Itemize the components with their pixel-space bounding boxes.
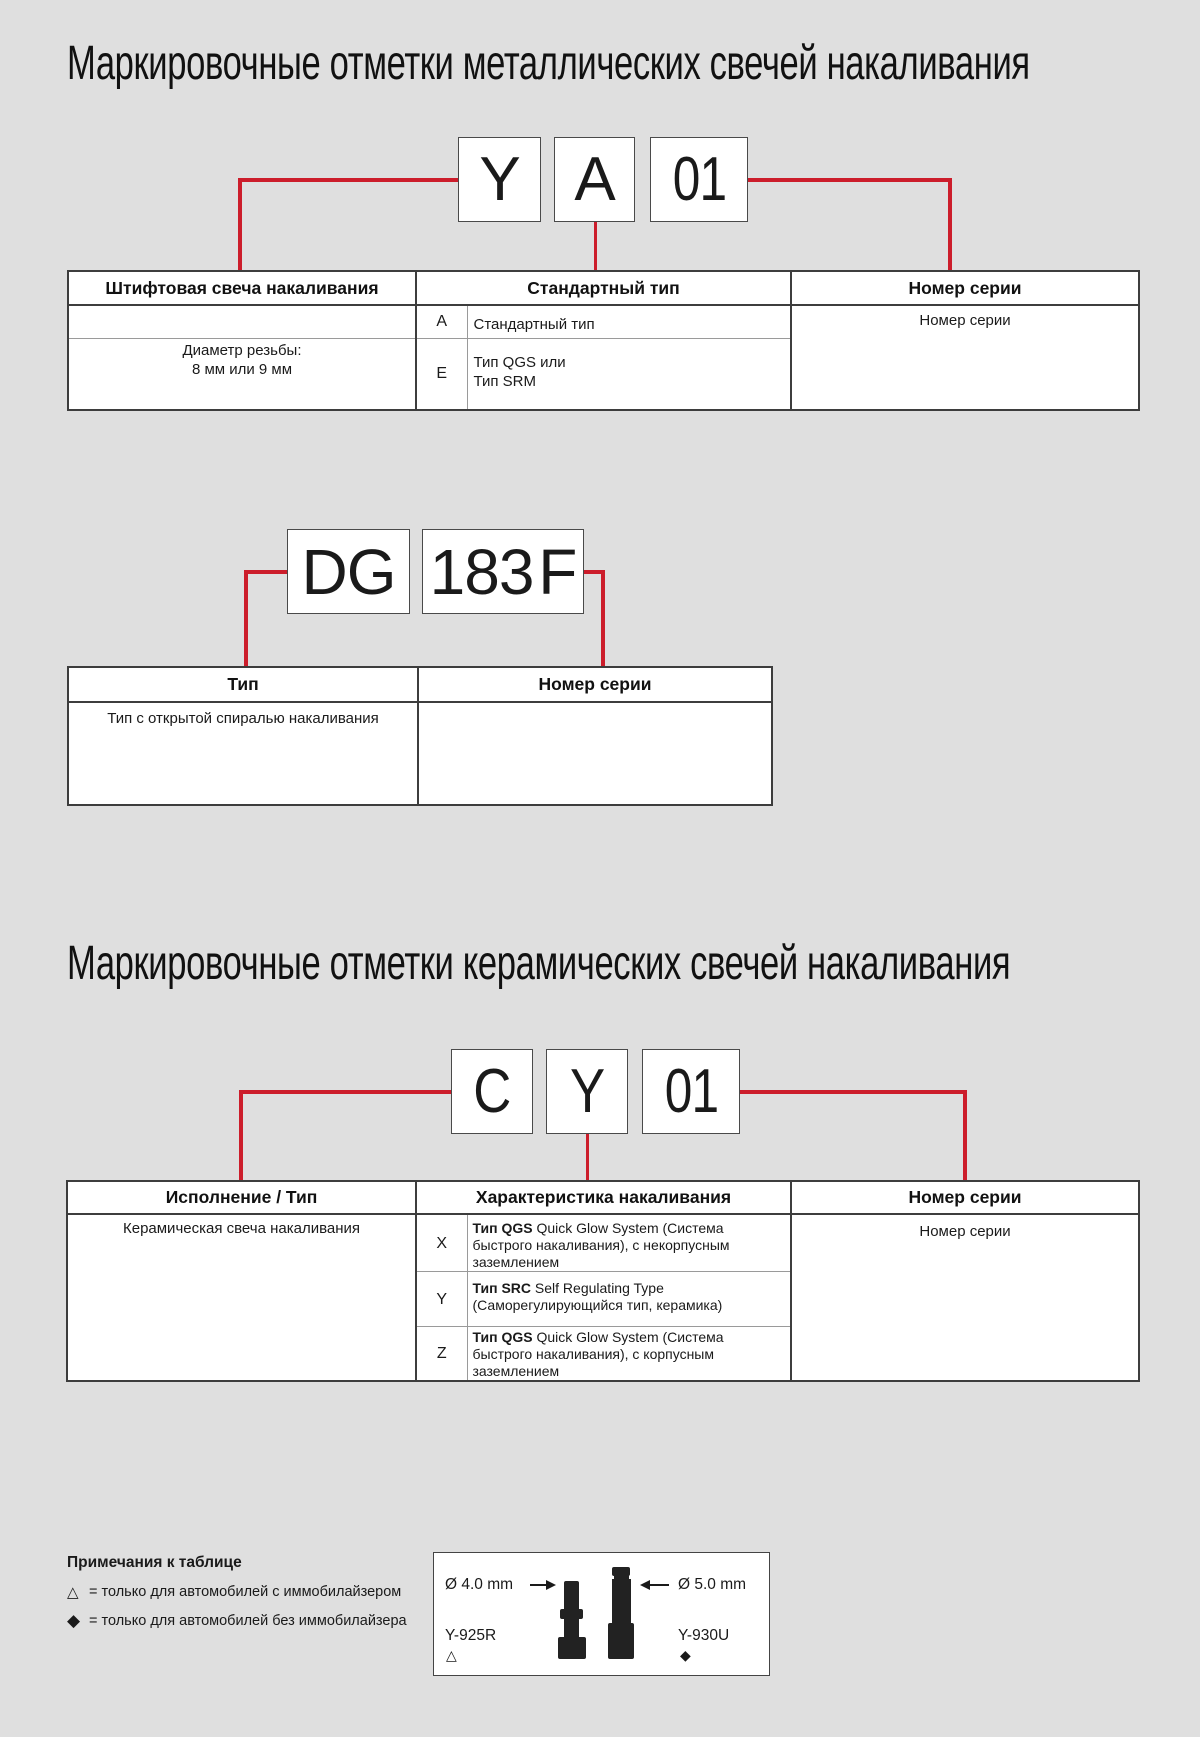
glow-plug-pins-illustration xyxy=(434,1553,771,1677)
table-cell-letter: X xyxy=(416,1214,467,1272)
notes-title: Примечания к таблице xyxy=(67,1554,242,1571)
table-cell-letter: Y xyxy=(416,1272,467,1327)
connector-line xyxy=(594,222,597,271)
left-model-label: Y-925R xyxy=(445,1627,497,1644)
metal-section-title: Маркировочные отметки металлических свечей накаливания xyxy=(67,37,1030,90)
table-cell-diameter xyxy=(68,338,416,410)
metal-spec-table xyxy=(67,270,1140,411)
code-part-text: 183 F xyxy=(429,535,577,608)
cell-line: Тип SRM xyxy=(473,372,537,390)
code-part-text: 01 xyxy=(672,145,726,214)
note-item xyxy=(67,1583,401,1601)
code-part-text: A xyxy=(574,145,615,214)
connector-line xyxy=(748,178,952,182)
code-part-standard xyxy=(554,137,635,222)
code-part-series xyxy=(650,137,748,222)
table-cell-characteristic xyxy=(467,1272,791,1327)
code-part-design xyxy=(451,1049,533,1134)
code-part-text: DG xyxy=(301,535,396,608)
table-header: Номер серии xyxy=(791,1181,1139,1214)
type-description: Self Regulating Type (Саморегулирующийся тип, керамика) xyxy=(472,1280,723,1313)
code-part-glow xyxy=(546,1049,628,1134)
table-header: Штифтовая свеча накаливания xyxy=(68,271,416,305)
table-header: Тип xyxy=(68,667,418,702)
connector-line xyxy=(740,1090,967,1094)
arrow-left-icon xyxy=(640,1580,669,1590)
table-cell-empty xyxy=(68,305,416,338)
table-cell-characteristic xyxy=(467,1327,791,1382)
table-cell-series: Номер серии xyxy=(791,305,1139,410)
table-cell xyxy=(467,338,791,410)
connector-line xyxy=(244,570,287,574)
table-cell-characteristic xyxy=(467,1214,791,1272)
table-header: Стандартный тип xyxy=(416,271,791,305)
connector-line xyxy=(239,1090,451,1094)
connector-line xyxy=(963,1090,967,1181)
pin-y930u-icon xyxy=(608,1567,634,1659)
note-text: = только для автомобилей с иммобилайзером xyxy=(89,1584,402,1600)
ceramic-spec-table xyxy=(66,1180,1140,1382)
connector-line xyxy=(238,178,458,182)
diamond-filled-icon: ◆ xyxy=(67,1611,81,1630)
diamond-filled-icon: ◆ xyxy=(680,1647,691,1663)
table-header: Номер серии xyxy=(791,271,1139,305)
code-part-series xyxy=(642,1049,740,1134)
connector-line xyxy=(238,178,242,271)
open-coil-table xyxy=(67,666,773,806)
table-cell: Стандартный тип xyxy=(467,305,791,338)
code-part-text: 01 xyxy=(664,1057,718,1126)
type-description: Quick Glow System (Система быстрого накаливания), с некорпусным заземлением xyxy=(472,1220,730,1270)
left-diameter-label: Ø 4.0 mm xyxy=(445,1576,514,1593)
type-code: Тип SRC xyxy=(472,1280,532,1296)
table-cell-letter: E xyxy=(416,338,467,410)
connector-line xyxy=(948,178,952,271)
code-part-text: C xyxy=(473,1057,511,1126)
type-description: Quick Glow System (Система быстрого накаливания), с корпусным заземлением xyxy=(472,1329,724,1379)
table-cell-design: Керамическая свеча накаливания xyxy=(67,1214,416,1381)
triangle-outline-icon: △ xyxy=(67,1584,79,1601)
triangle-outline-icon: △ xyxy=(446,1647,457,1663)
table-cell-series xyxy=(418,702,772,805)
code-part-type xyxy=(287,529,410,614)
pin-y925r-icon xyxy=(558,1581,586,1659)
table-cell-letter: A xyxy=(416,305,467,338)
diameter-label: Диаметр резьбы: xyxy=(182,341,302,359)
code-part-series xyxy=(422,529,584,614)
code-part-text: Y xyxy=(569,1057,605,1126)
note-item xyxy=(67,1611,407,1631)
ceramic-section-title: Маркировочные отметки керамических свечей накаливания xyxy=(67,937,1011,990)
note-text: = только для автомобилей без иммобилайзера xyxy=(89,1613,407,1629)
connector-line xyxy=(244,570,248,666)
right-diameter-label: Ø 5.0 mm xyxy=(678,1576,747,1593)
code-part-type xyxy=(458,137,541,222)
diameter-value: 8 мм или 9 мм xyxy=(191,360,293,378)
pin-diagram xyxy=(433,1552,770,1676)
connector-line xyxy=(601,570,605,666)
connector-line xyxy=(586,1134,589,1181)
type-code: Тип QGS xyxy=(472,1220,533,1236)
table-header: Номер серии xyxy=(418,667,772,702)
connector-line xyxy=(239,1090,243,1181)
right-model-label: Y-930U xyxy=(678,1627,730,1644)
table-cell-letter: Z xyxy=(416,1327,467,1382)
table-header: Характеристика накаливания xyxy=(416,1181,791,1214)
cell-line: Тип QGS или xyxy=(473,353,566,371)
table-cell-series: Номер серии xyxy=(791,1214,1139,1381)
table-header: Исполнение / Тип xyxy=(67,1181,416,1214)
type-code: Тип QGS xyxy=(472,1329,533,1345)
code-part-text: Y xyxy=(479,145,520,214)
arrow-right-icon xyxy=(530,1580,556,1590)
table-cell-type: Тип с открытой спиралью накаливания xyxy=(68,702,418,805)
